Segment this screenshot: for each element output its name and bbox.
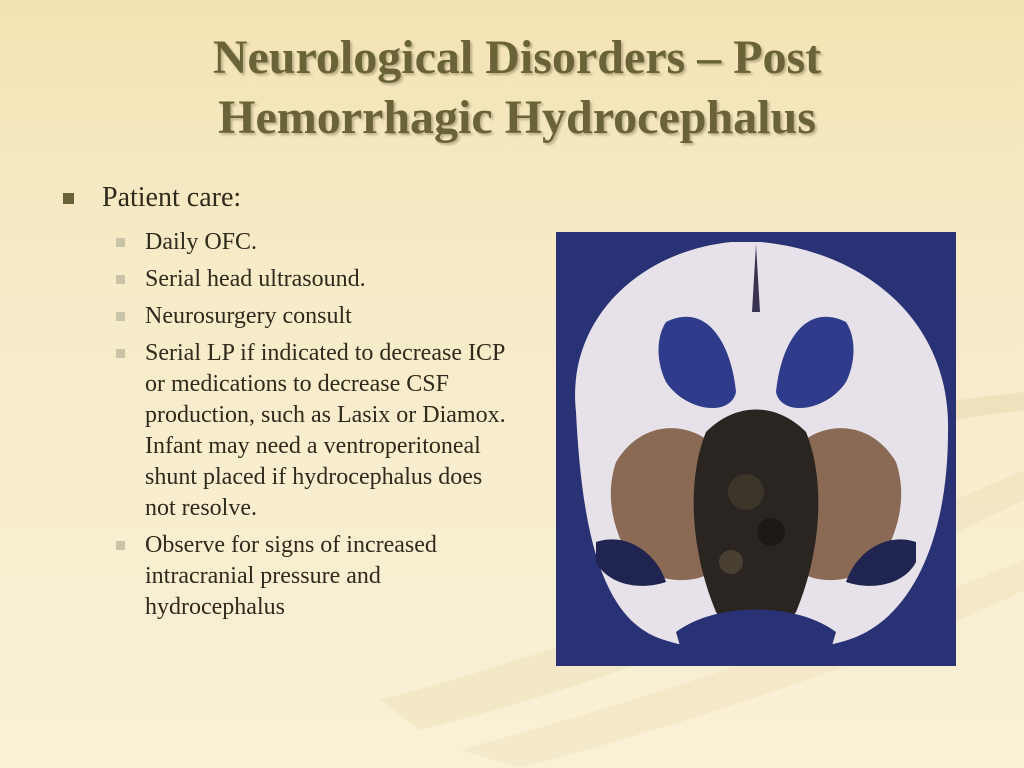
brain-section-image	[556, 232, 956, 666]
patient-care-heading	[60, 182, 241, 214]
list-item	[114, 227, 514, 258]
square-bullet-icon	[116, 238, 125, 247]
list-item-text: Serial head ultrasound.	[145, 266, 366, 292]
list-item	[114, 338, 514, 524]
list-item-text: Neurosurgery consult	[145, 303, 352, 329]
brain-section-icon	[556, 232, 956, 666]
square-bullet-icon	[116, 312, 125, 321]
list-item	[114, 530, 514, 623]
slide-title-line-2: Hemorrhagic Hydrocephalus	[218, 91, 816, 144]
square-bullet-icon	[116, 275, 125, 284]
list-item-text: Daily OFC.	[145, 229, 258, 255]
patient-care-list	[114, 227, 514, 629]
slide-title-line-1: Neurological Disorders – Post	[212, 31, 822, 84]
square-bullet-icon	[116, 349, 125, 358]
list-item-text: Observe for signs of increased intracranial pressure and hydrocephalus	[145, 532, 437, 620]
square-bullet-icon	[116, 541, 125, 550]
square-bullet-icon	[63, 193, 74, 204]
patient-care-heading-text: Patient care:	[102, 182, 242, 213]
list-item-text: Serial LP if indicated to decrease ICP or medications to decrease CSF production, such as Lasix or Diamox. Infant may need a ventroperitoneal shunt placed if hydrocephalus does not resolve.	[145, 340, 506, 521]
slide-title	[60, 28, 974, 148]
list-item	[114, 264, 514, 295]
list-item	[114, 301, 514, 332]
